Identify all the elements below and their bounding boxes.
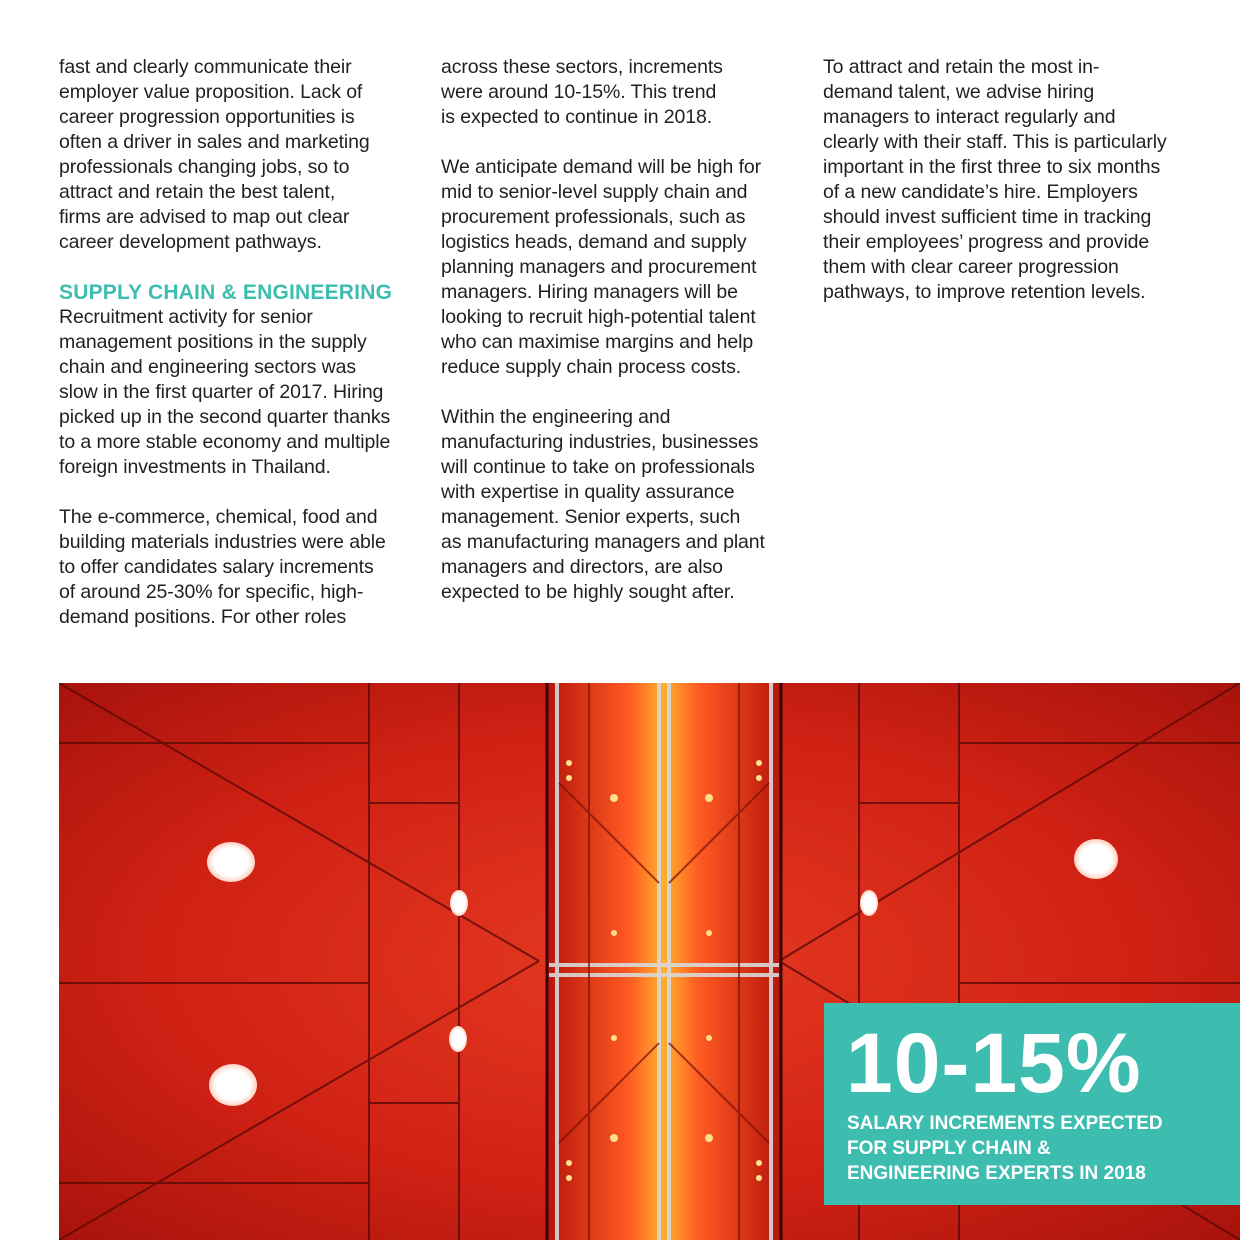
stat-value: 10-15% — [846, 1016, 1142, 1110]
section-heading: SUPPLY CHAIN & ENGINEERING — [59, 281, 393, 304]
paragraph: Recruitment activity for senior management positions in the supply chain and engineering sectors was slow in the first quarter of 2017. Hiring picked up in the second quarter thanks to a more stable economy and multiple foreign investments in Thailand. — [59, 306, 391, 478]
text-column-3 — [823, 55, 1223, 330]
highlight-stat-box — [824, 1003, 1240, 1205]
intro-paragraph: fast and clearly communicate their employer value proposition. Lack of career progression opportunities is often a driver in sales and marketing professionals changing jobs, so to attract and retain the best talent, firms are advised to map out clear career development pathways. — [59, 56, 370, 253]
text-column-1 — [59, 55, 424, 655]
paragraph: across these sectors, increments were around 10-15%. This trend is expected to continue in 2018. — [441, 56, 723, 128]
text-column-2 — [441, 55, 811, 630]
paragraph: We anticipate demand will be high for mid to senior-level supply chain and procurement professionals, such as logistics heads, demand and supply planning managers and procurement managers. Hiring managers will be looking to recruit high-potential talent who can maximise margins and help reduce supply chain process costs. — [441, 156, 762, 378]
stat-caption: SALARY INCREMENTS EXPECTED FOR SUPPLY CHAIN & ENGINEERING EXPERTS IN 2018 — [847, 1113, 1163, 1184]
paragraph: The e-commerce, chemical, food and building materials industries were able to offer candidates salary increments of around 25-30% for specific, high- demand positions. For other roles — [59, 506, 386, 628]
paragraph: Within the engineering and manufacturing industries, businesses will continue to take on professionals with expertise in quality assurance management. Senior experts, such as manufacturing managers and plant managers and directors, are also expected to be highly sought after. — [441, 406, 765, 603]
paragraph: To attract and retain the most in- demand talent, we advise hiring managers to interact regularly and clearly with their staff. This is particularly important in the first three to six months of a new candidate’s hire. Employers should invest sufficient time in tracking their employees’ progress and provide them with clear career progression pathways, to improve retention levels. — [823, 56, 1167, 303]
